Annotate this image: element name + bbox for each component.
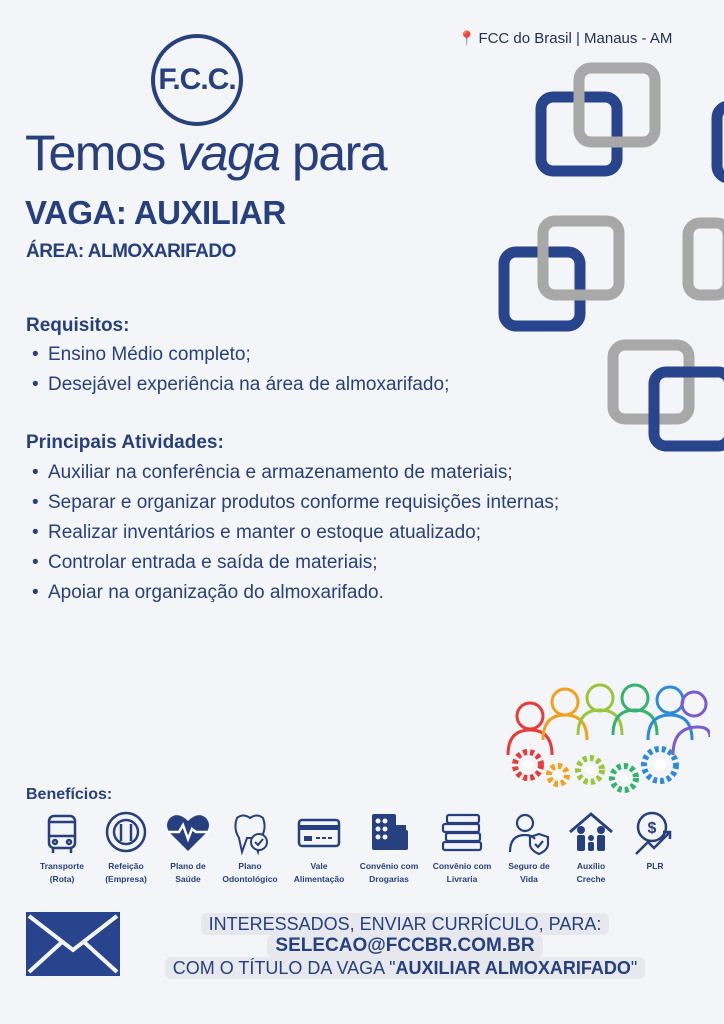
- location-text: FCC do Brasil | Manaus - AM: [478, 30, 673, 47]
- headline: [25, 125, 387, 181]
- benefit-label: Convênio com Livraria: [432, 861, 492, 884]
- headline-suffix: para: [279, 125, 387, 181]
- pharmacy-icon: [364, 808, 414, 858]
- list-item: • Desejável experiência na área de almoxarifado;: [26, 370, 449, 400]
- benefit-label: PLR: [646, 861, 664, 871]
- benefit-health: [153, 808, 223, 886]
- list-item: • Ensino Médio completo;: [26, 340, 449, 370]
- benefit-food-voucher: [284, 808, 354, 886]
- requirements-list: [26, 340, 449, 400]
- benefit-life-insurance: [494, 808, 564, 886]
- benefit-bookstore: [427, 808, 497, 886]
- life-insurance-icon: [504, 808, 554, 858]
- activities-title: Principais Atividades:: [26, 432, 224, 453]
- family-house-icon: [566, 808, 616, 858]
- books-icon: [437, 808, 487, 858]
- contact-subject-line: COM O TÍTULO DA VAGA "AUXILIAR ALMOXARIFADO": [165, 957, 646, 979]
- contact-email[interactable]: SELECAO@FCCBR.COM.BR: [267, 935, 542, 957]
- tooth-icon: [225, 808, 275, 858]
- map-pin-icon: 📍: [458, 30, 476, 46]
- logo-text: F.C.C.: [158, 63, 236, 96]
- job-title: VAGA: AUXILIAR: [25, 194, 286, 231]
- benefits-title: Benefícios:: [26, 786, 113, 803]
- decorative-chain-squares: [495, 60, 724, 455]
- list-item: • Realizar inventários e manter o estoque atualizado;: [26, 518, 559, 548]
- list-item: • Separar e organizar produtos conforme requisições internas;: [26, 488, 559, 518]
- benefit-label: Convênio com Drogarias: [359, 861, 419, 884]
- contact-instructions: INTERESSADOS, ENVIAR CURRÍCULO, PARA:: [201, 913, 610, 935]
- benefit-plr: [620, 808, 690, 873]
- benefit-daycare: [556, 808, 626, 886]
- requirements-title: Requisitos:: [26, 315, 130, 336]
- headline-prefix: Temos: [25, 125, 178, 181]
- list-item: • Auxiliar na conferência e armazenamento de materiais;: [26, 458, 559, 488]
- benefit-label: Refeição (Empresa): [105, 861, 147, 884]
- benefit-transport: [27, 808, 97, 886]
- benefit-label: Auxílio Creche: [576, 861, 606, 884]
- heart-pulse-icon: [163, 808, 213, 858]
- benefit-label: Vale Alimentação: [293, 861, 345, 884]
- contact-block: [140, 913, 670, 979]
- card-icon: [294, 808, 344, 858]
- list-item: • Controlar entrada e saída de materiais;: [26, 548, 559, 578]
- job-area: ÁREA: ALMOXARIFADO: [26, 241, 236, 262]
- benefit-pharmacy: [354, 808, 424, 886]
- list-item: • Apoiar na organização do almoxarifado.: [26, 578, 559, 608]
- money-growth-icon: [630, 808, 680, 858]
- team-gears-illustration: [498, 680, 710, 795]
- headline-emphasis: vaga: [177, 125, 280, 181]
- envelope-icon: [26, 912, 120, 976]
- benefit-label: Seguro de Vida: [508, 861, 550, 884]
- contact-subject-title: AUXILIAR ALMOXARIFADO: [395, 958, 631, 978]
- location-label: [458, 30, 672, 47]
- benefit-meal: [91, 808, 161, 886]
- svg-text:$: $: [647, 820, 657, 837]
- benefit-label: Plano de Saúde: [170, 861, 206, 884]
- benefit-label: Plano Odontológico: [222, 861, 278, 884]
- benefit-dental: [215, 808, 285, 886]
- company-logo: [151, 34, 243, 126]
- activities-list: [26, 458, 559, 608]
- benefit-label: Transporte (Rota): [40, 861, 84, 884]
- meal-icon: [101, 808, 151, 858]
- bus-icon: [37, 808, 87, 858]
